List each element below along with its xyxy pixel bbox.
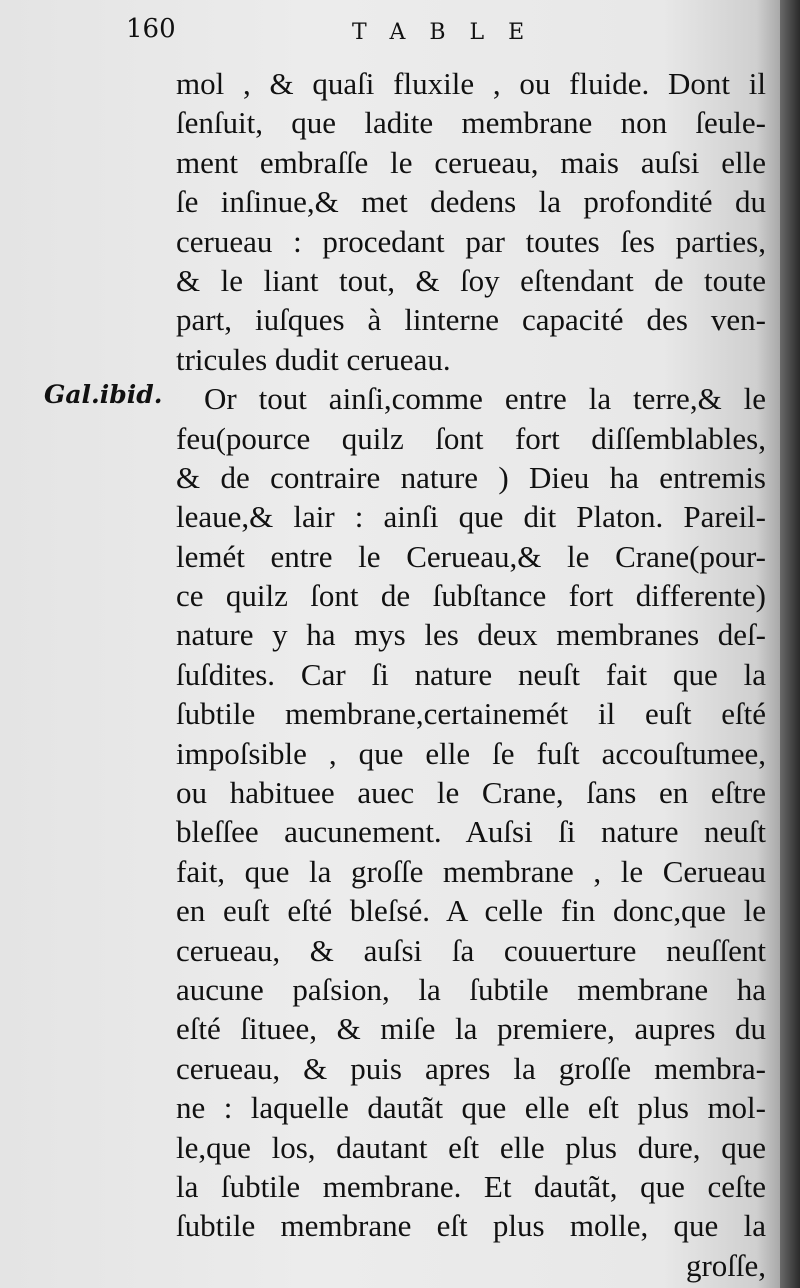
text-line: part, iuſques à linterne capacité des ven- — [176, 302, 766, 338]
page-number: 160 — [126, 14, 176, 44]
text-line: impoſsible , que elle ſe fuſt accouſtumee, — [176, 735, 766, 771]
text-line: leaue,& lair : ainſi que dit Platon. Pareil- — [176, 499, 766, 535]
text-line: ne : laquelle dautãt que elle eſt plus mol- — [176, 1090, 766, 1126]
text-line: & le liant tout, & ſoy eſtendant de toute — [176, 262, 766, 298]
text-line: & de contraire nature ) Dieu ha entremis — [176, 459, 766, 495]
catchword: groſſe, — [685, 1247, 766, 1283]
text-line: nature y ha mys les deux membranes deſ- — [176, 617, 766, 653]
body-text — [176, 64, 766, 1285]
text-line: ſe inſinue,& met dedens la profondité du — [176, 184, 766, 220]
text-line: ſenſuit, que ladite membrane non ſeule- — [176, 105, 766, 141]
text-line: cerueau, & auſsi ſa couuerture neuſſent — [176, 932, 766, 968]
text-line: le,que los, dautant eſt elle plus dure, que — [176, 1129, 766, 1165]
paragraph-first-line: Or tout ainſi,comme entre la terre,& le — [204, 381, 766, 417]
running-head: TABLE — [352, 20, 549, 45]
margin-note: Gal.ibid. — [44, 380, 163, 409]
text-line: ſubtile membrane,certainemét il euſt eſté — [176, 696, 766, 732]
text-line: fait, que la groſſe membrane , le Cerueau — [176, 853, 766, 889]
text-line: feu(pource quilz ſont fort diſſemblables, — [176, 420, 766, 456]
text-line: ment embraſſe le cerueau, mais auſsi elle — [176, 144, 766, 180]
text-line: la ſubtile membrane. Et dautãt, que ceſte — [176, 1168, 766, 1204]
text-line: cerueau : procedant par toutes ſes parties, — [176, 223, 766, 259]
text-line: cerueau, & puis apres la groſſe membra- — [176, 1050, 766, 1086]
text-line: lemét entre le Cerueau,& le Crane(pour- — [176, 538, 766, 574]
text-line: tricules dudit cerueau. — [176, 341, 451, 377]
text-line: ce quilz ſont de ſubſtance fort differente) — [176, 578, 766, 614]
text-line: mol , & quaſi fluxile , ou fluide. Dont il — [176, 66, 766, 101]
text-line: aucune paſsion, la ſubtile membrane ha — [176, 971, 766, 1007]
text-line: eſté ſituee, & miſe la premiere, aupres du — [176, 1011, 766, 1047]
text-line: bleſſee aucunement. Auſsi ſi nature neuſt — [176, 814, 766, 850]
text-line: en euſt eſté bleſsé. A celle fin donc,que le — [176, 893, 766, 929]
text-line: ſuſdites. Car ſi nature neuſt fait que la — [176, 656, 766, 692]
book-spine-shadow — [780, 0, 800, 1288]
text-line: ou habituee auec le Crane, ſans en eſtre — [176, 775, 766, 811]
text-line: ſubtile membrane eſt plus molle, que la — [176, 1208, 766, 1244]
